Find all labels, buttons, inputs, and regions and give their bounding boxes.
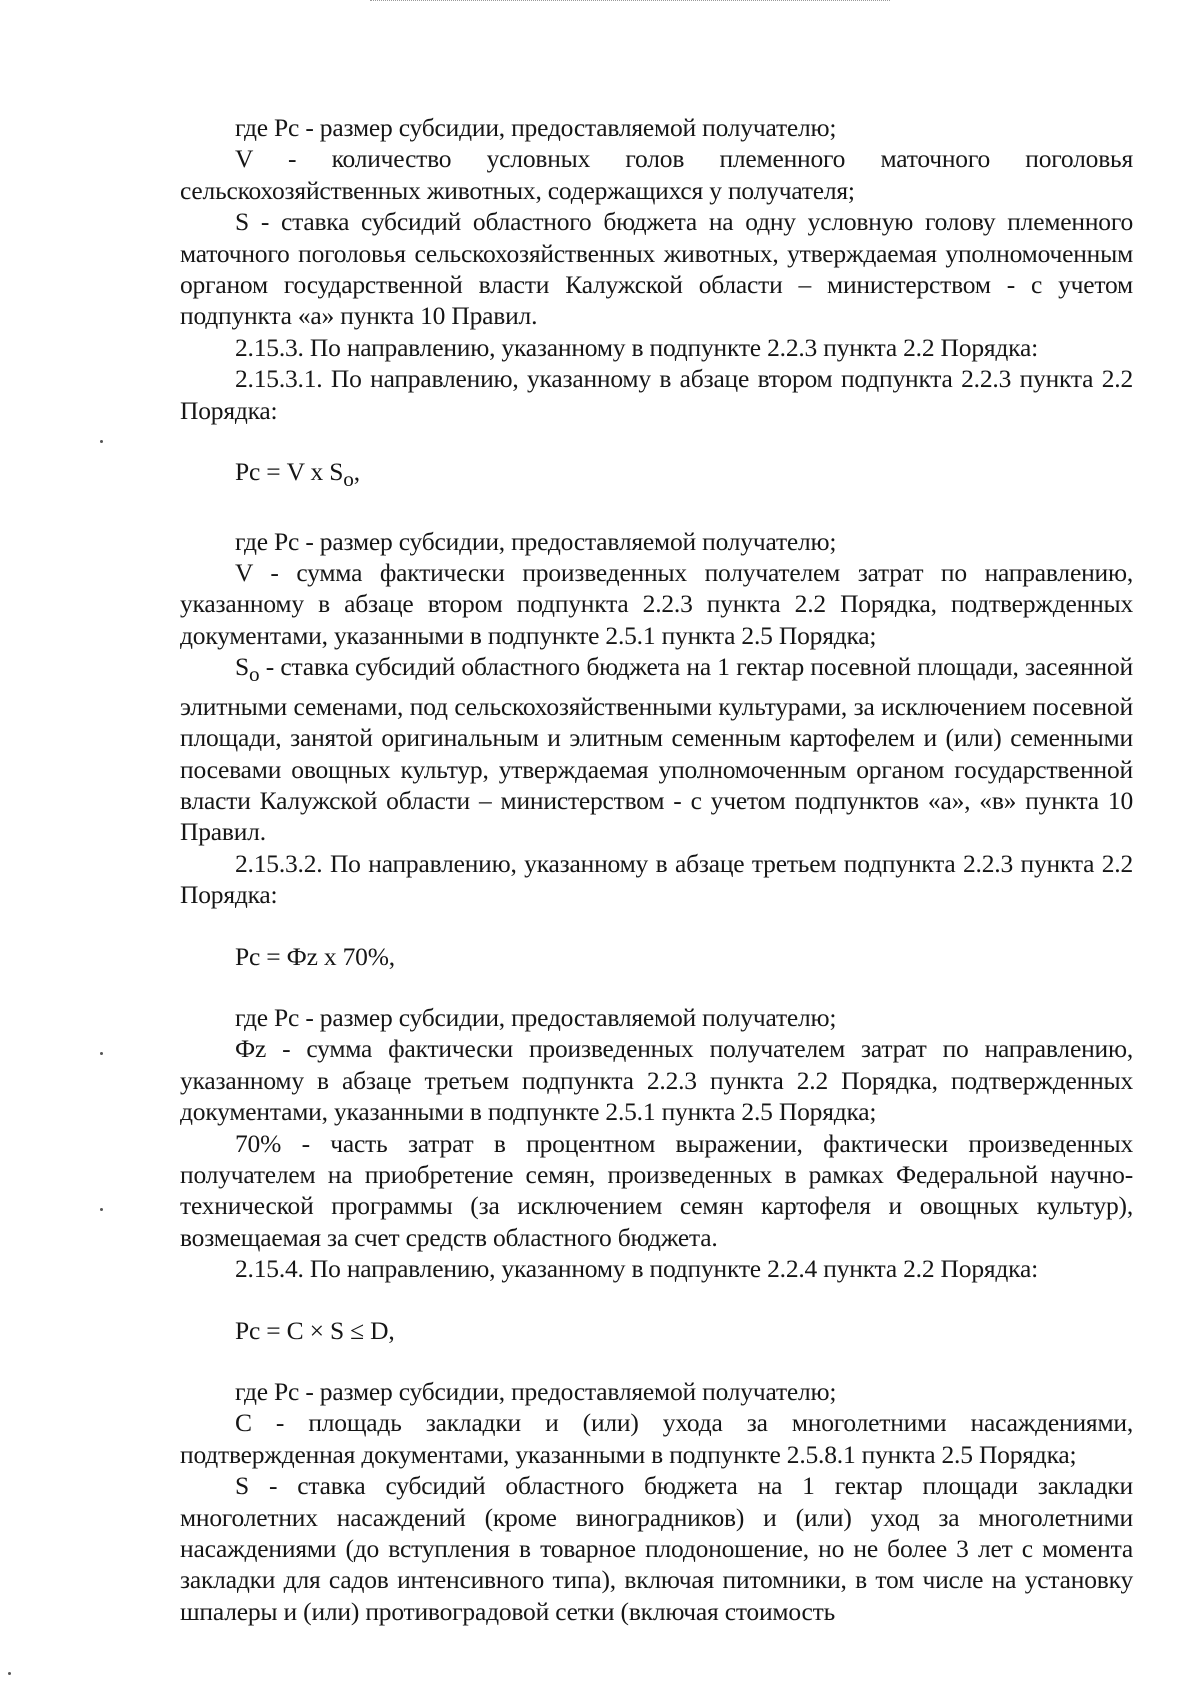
document-page [180,112,1133,1627]
paragraph-s-definition: S - ставка субсидий областного бюджета на одну условную голову племенного маточного поголовья сельскохозяйственных животных, утверждаемая уполномоченным органом государственной власти Калужской области – министерством - с учетом подпункта «а» пункта 10 Правил. [180,207,1133,331]
scan-speck [100,1208,103,1211]
paragraph-70-percent-definition: 70% - часть затрат в процентном выражении, фактически произведенных получателем на приобретение семян, произведенных в рамках Федеральной научно-технической программы (за исключением семян картофеля и овощных культур), возмещаемая за счет средств областного бюджета. [180,1128,1133,1252]
paragraph-so-definition [180,651,1133,848]
paragraph-2-15-3-1: 2.15.3.1. По направлению, указанному в абзаце втором подпункта 2.2.3 пункта 2.2 Порядка: [180,364,1133,425]
paragraph-2-15-3-2: 2.15.3.2. По направлению, указанному в абзаце третьем подпункта 2.2.3 пункта 2.2 Порядка: [180,848,1133,910]
formula-rc-v-so [180,456,1133,496]
so-rest: - ставка субсидий областного бюджета на 1 гектар посевной площади, засеянной элитными семенами, под сельскохозяйственными культурами, за исключением посевной площади, занятой оригинальным и элитным семенным картофелем и (или) семенными посевами овощных культур, утверждаемая уполномоченным органом государственной власти Калужской области – министерством - с учетом подпунктов «а», «в» пункта 10 Правил. [180,652,1133,847]
paragraph-2-15-3: 2.15.3. По направлению, указанному в подпункте 2.2.3 пункта 2.2 Порядка: [235,332,1038,362]
paragraph-rc-definition: где Рс - размер субсидии, предоставляемой получателю; [235,1002,837,1032]
formula-rc-fz: Рс = Фz x 70%, [235,941,395,971]
formula-subscript: о [343,467,354,492]
scan-speck [8,1672,11,1675]
formula-rc-c-s-d: Рс = C × S ≤ D, [235,1315,395,1345]
so-lead: S [235,652,249,682]
scan-top-edge-mark [370,0,890,6]
paragraph-rc-definition: где Рс - размер субсидии, предоставляемой получателю; [235,1377,837,1406]
paragraph-rc-definition: где Рс - размер субсидии, предоставляемой получателю; [235,526,837,556]
scan-speck [100,1052,103,1055]
paragraph-v-definition: V - количество условных голов племенного маточного поголовья сельскохозяйственных животных, содержащихся у получателя; [180,144,1133,205]
paragraph-s-rate-definition: S - ставка субсидий областного бюджета на 1 гектар площади закладки многолетних насаждений (кроме виноградников) и (или) уход за многолетними насаждениями (до вступления в товарное плодоношение, но не более 3 лет с момента закладки для садов интенсивного типа), включая питомники, в том числе на установку шпалеры и (или) противоградовой сетки (включая стоимость [180,1471,1133,1626]
paragraph-fz-definition: Фz - сумма фактически произведенных получателем затрат по направлению, указанному в абзаце третьем подпункта 2.2.3 пункта 2.2 Порядка, подтвержденных документами, указанными в подпункте 2.5.1 пункта 2.5 Порядка; [180,1034,1133,1127]
formula-tail: , [353,457,360,487]
scan-speck [100,440,103,443]
so-subscript: о [248,662,260,687]
paragraph-c-definition: С - площадь закладки и (или) ухода за многолетними насаждениями, подтвержденная документами, указанными в подпункте 2.5.8.1 пункта 2.5 Порядка; [180,1408,1133,1469]
paragraph-rc-definition: где Рс - размер субсидии, предоставляемой получателю; [235,113,837,142]
paragraph-v-sum-definition: V - сумма фактически произведенных получателем затрат по направлению, указанному в абзаце втором подпункта 2.2.3 пункта 2.2 Порядка, подтвержденных документами, указанными в подпункте 2.5.1 пункта 2.5 Порядка; [180,557,1133,650]
formula-main: Рс = V x S [235,457,344,487]
paragraph-2-15-4: 2.15.4. По направлению, указанному в подпункте 2.2.4 пункта 2.2 Порядка: [235,1254,1038,1284]
